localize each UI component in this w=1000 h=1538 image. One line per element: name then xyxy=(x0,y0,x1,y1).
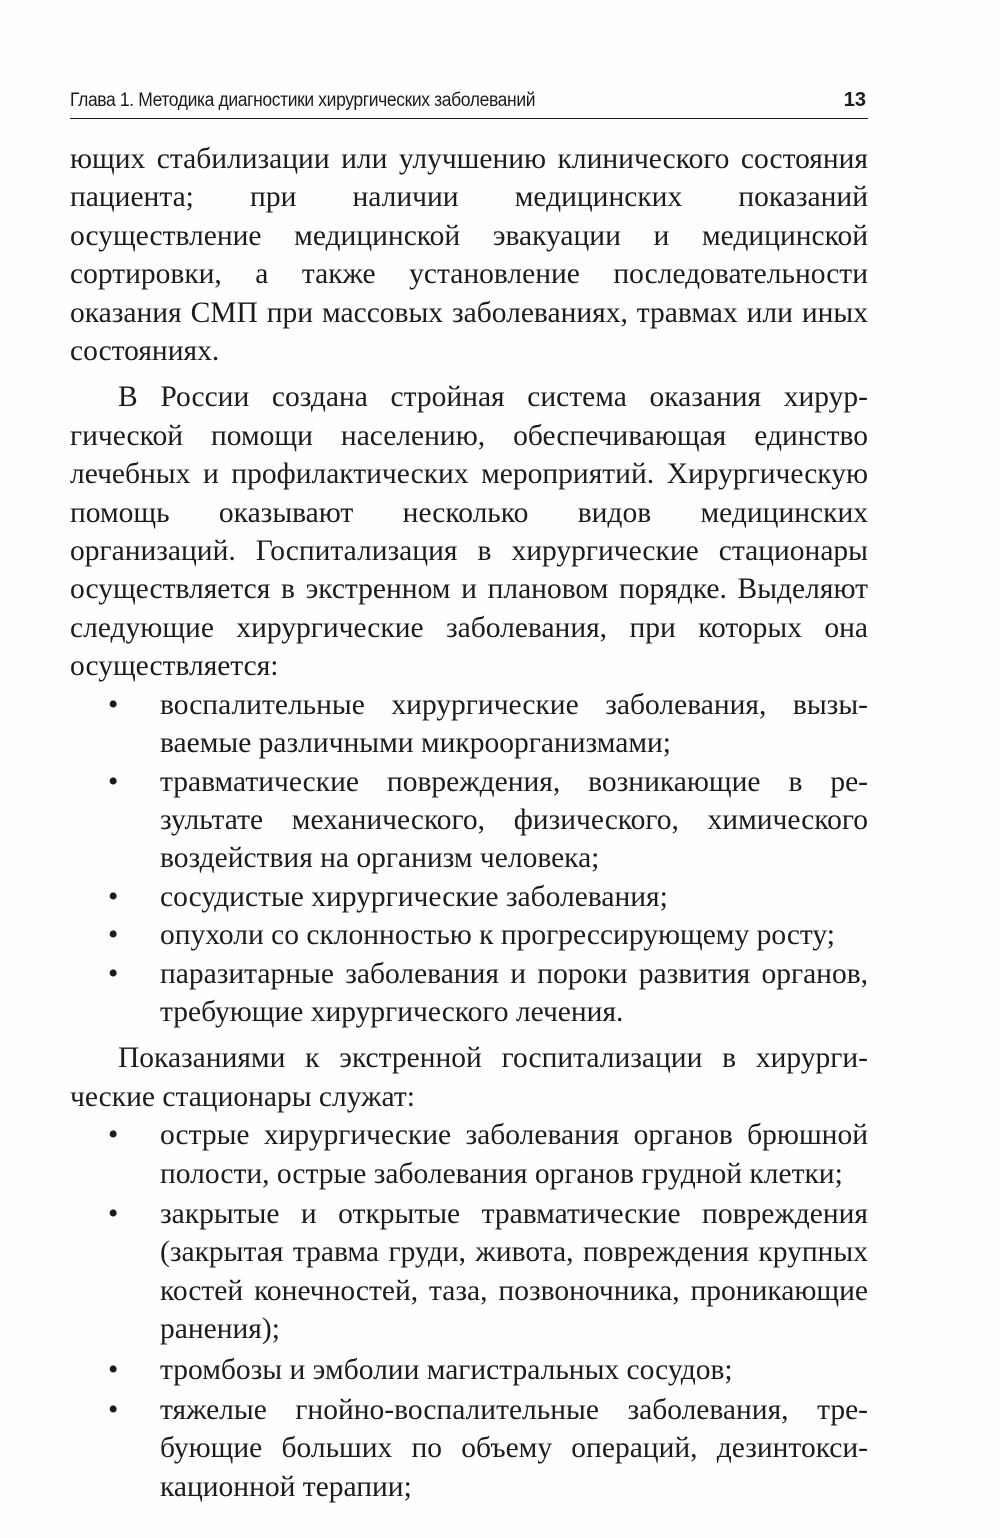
list-item-text: паразитарные заболевания и пороки развития органов, требующие хирургического лечения. xyxy=(160,957,868,1028)
bullet-icon: • xyxy=(108,1394,119,1426)
list-item xyxy=(70,686,868,763)
bullet-icon: • xyxy=(108,1197,119,1230)
bullet-icon: • xyxy=(108,765,119,798)
list-item-text: сосудистые хирургические заболевания; xyxy=(160,880,668,913)
list-item xyxy=(70,878,868,916)
list-item xyxy=(70,1391,868,1506)
surgical-diseases-list xyxy=(70,686,868,1032)
running-header xyxy=(70,84,868,119)
emergency-indications-list xyxy=(70,1116,868,1506)
list-item-text: травматические повреждения, возникающие в результате механического, физического, химического воздействия на организм человека; xyxy=(160,765,868,875)
bullet-icon: • xyxy=(108,880,119,913)
list-item-text: тромбозы и эмболии магистральных сосудов; xyxy=(160,1353,733,1386)
continuation-paragraph: ющих стабилизации или улучшению клинического состояния пациента; при наличии медицинских показаний осуществление медицинской эвакуации и медицинской сортировки, а также установление последовательности оказания СМП при массовых заболеваниях, травмах или иных состояниях. xyxy=(70,143,868,368)
list-item xyxy=(70,955,868,1032)
list-item xyxy=(70,916,868,954)
list-item xyxy=(70,763,868,878)
bullet-icon: • xyxy=(108,1119,119,1152)
list-item-text: опухоли со склонностью к прогрессирующему росту; xyxy=(160,919,835,952)
page-number: 13 xyxy=(843,89,866,111)
list-item-text: закрытые и открытые травматические повреждения (закрытая травма груди, живота, повреждения крупных костей конечностей, таза, позвоночника, проникающие ранения); xyxy=(160,1197,868,1346)
bullet-icon: • xyxy=(108,919,119,952)
bullet-icon: • xyxy=(108,1353,119,1386)
bullet-icon: • xyxy=(108,688,119,721)
page-body xyxy=(70,140,868,1508)
list-item xyxy=(70,1116,868,1193)
list-item-text: тяжелые гнойно-воспалительные заболевания, требующие больших по объему операций, дезинтоксикационной терапии; xyxy=(160,1394,868,1503)
bullet-icon: • xyxy=(108,957,119,990)
paragraph-surgical-care-system: В России создана стройная система оказания хирургической помощи населению, обеспечивающая единство лечебных и профилактических мероприятий. Хирургическую помощь оказывают несколько видов медицинских организаций. Госпитализация в хирургические стационары осуществляется в экстренном и плановом порядке. Выделяют следующие хирургические заболевания, при которых она осуществляется: xyxy=(70,381,868,683)
list-item xyxy=(70,1195,868,1349)
list-item-text: острые хирургические заболевания органов брюшной полости, острые заболевания органов грудной клетки; xyxy=(160,1119,868,1190)
list-item-text: воспалительные хирургические заболевания, вызываемые различными микроорганизмами; xyxy=(160,688,868,760)
chapter-title: Глава 1. Методика диагностики хирургических заболеваний xyxy=(70,90,536,111)
list-item xyxy=(70,1351,868,1389)
paragraph-emergency-indications: Показаниями к экстренной госпитализации в хирургические стационары служат: xyxy=(70,1042,868,1113)
